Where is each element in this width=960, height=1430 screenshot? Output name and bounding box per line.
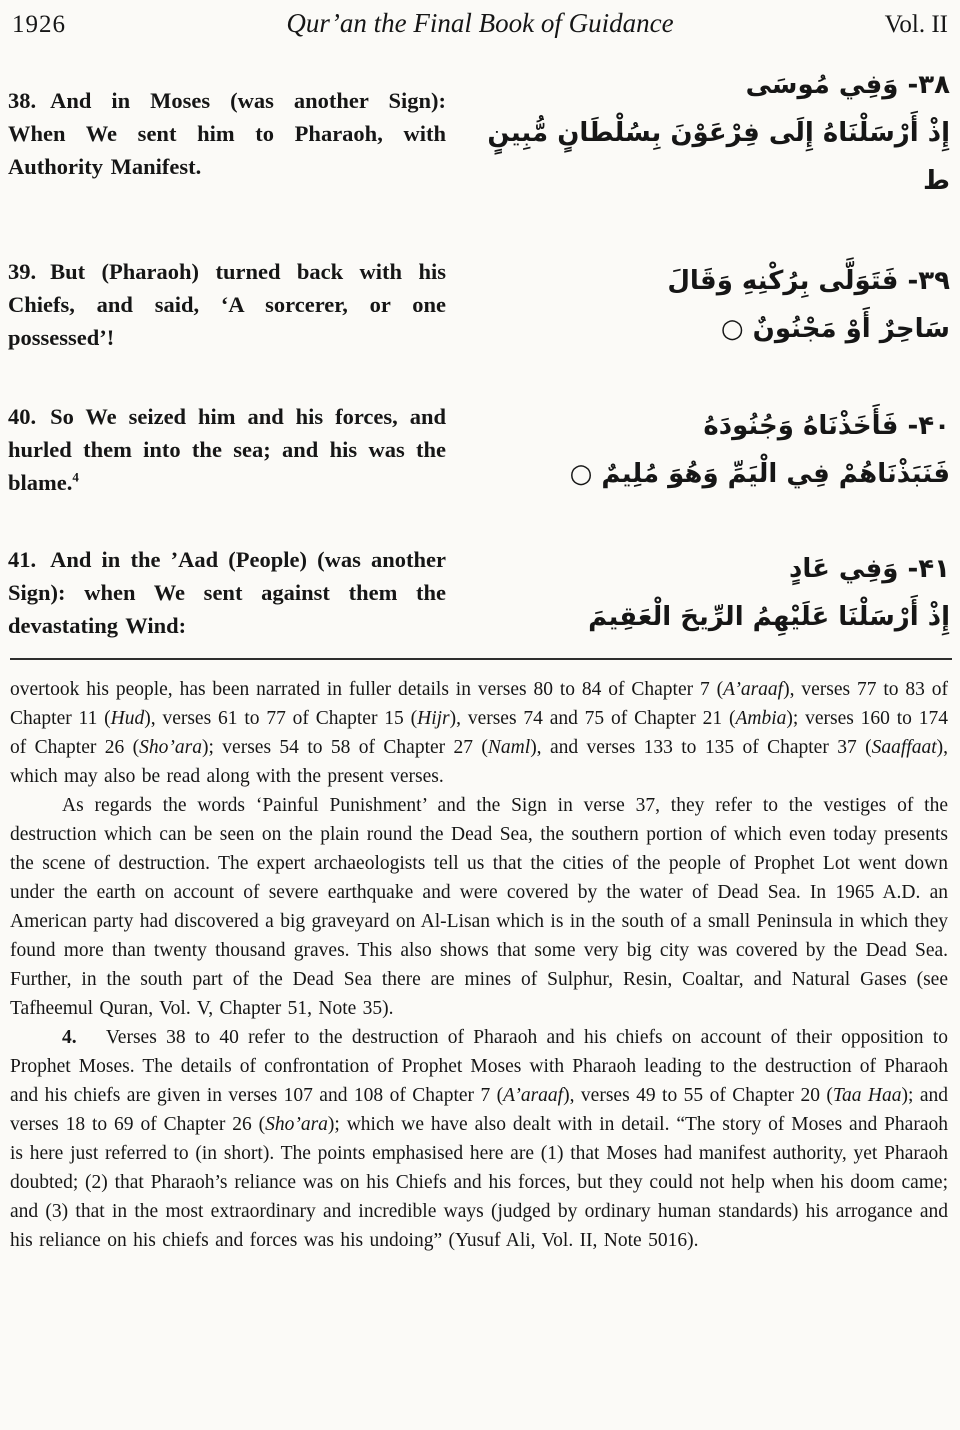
verse-text: So We seized him and his forces, and hurled them into the sea; and his was the blame. bbox=[8, 404, 446, 495]
arabic-line: ۴۰- فَأَخَذْنَاهُ وَجُنُودَهُ bbox=[703, 410, 950, 441]
verse-text: And in Moses (was another Sign): When We sent him to Pharaoh, with Authority Manifest. bbox=[8, 87, 446, 179]
arabic-line: سَاحِرٌ أَوْ مَجْنُونٌ ○ bbox=[720, 313, 950, 344]
verse-english-41 bbox=[8, 543, 446, 642]
verse-row-40 bbox=[8, 400, 950, 499]
arabic-line: فَنَبَذْنَاهُمْ فِي الْيَمِّ وَهُوَ مُلِيمٌ ○ bbox=[569, 458, 950, 489]
book-title: Qur’an the Final Book of Guidance bbox=[286, 8, 674, 38]
verse-arabic-41 bbox=[480, 545, 950, 641]
arabic-line: ۳۸- وَفِي مُوسَى bbox=[745, 70, 950, 100]
arabic-line: إِذْ أَرْسَلْنَا عَلَيْهِمُ الرِّيحَ الْعَقِيمَ bbox=[588, 601, 950, 632]
verse-english-40 bbox=[8, 400, 446, 499]
verse-english-39 bbox=[8, 255, 446, 354]
verse-arabic-38 bbox=[480, 61, 950, 205]
verse-row-39 bbox=[8, 255, 950, 354]
verse-number: 41. bbox=[8, 547, 37, 572]
verses-section bbox=[0, 61, 960, 642]
footnote-reference-marker: 4 bbox=[72, 469, 79, 485]
arabic-line: ۳۹- فَتَوَلَّى بِرُكْنِهِ وَقَالَ bbox=[667, 265, 950, 296]
volume-label: Vol. II bbox=[884, 11, 948, 38]
footnote-paragraph: 4. Verses 38 to 40 refer to the destruction of Pharaoh and his chiefs on account of their opposition to Prophet Moses. The details of confrontation of Prophet Moses with Pharaoh leading to the destruction of Pharaoh and his chiefs are given in verses 107 and 108 of Chapter 7 (A’araaf), verses 49 to 55 of Chapter 20 (Taa Haa); and verses 18 to 69 of Chapter 26 (Sho’ara); which we have also dealt with in detail. “The story of Moses and Pharaoh is here just referred to (in short). The points emphasised here are (1) that Moses had manifest authority, yet Pharaoh doubted; (2) that Pharaoh’s reliance was on his Chiefs and his forces, but they could not help when his doom came; and (3) that in the most extraordinary and incredible ways (judged by ordinary human standards) his arrogance and his reliance on his chiefs and forces was his undoing” (Yusuf Ali, Vol. II, Note 5016). bbox=[10, 1027, 949, 1251]
footnotes-section bbox=[0, 660, 960, 1255]
arabic-line: إِذْ أَرْسَلْنَاهُ إِلَى فِرْعَوْنَ بِسُلْطَانٍ مُّبِينٍ ط bbox=[487, 118, 950, 196]
footnote-paragraph: overtook his people, has been narrated in fuller details in verses 80 to 84 of Chapter 7 (A’araaf), verses 77 to 83 of Chapter 11 (Hud), verses 61 to 77 of Chapter 15 (Hijr), verses 74 and 75 of Chapter 21 (Ambia); verses 160 to 174 of Chapter 26 (Sho’ara); verses 54 to 58 of Chapter 27 (Naml), and verses 133 to 135 of Chapter 37 (Saaffaat), which may also be read along with the present verses. bbox=[10, 679, 949, 787]
page-header bbox=[0, 0, 960, 39]
verse-number: 40. bbox=[8, 404, 37, 429]
verse-number: 39. bbox=[8, 259, 37, 284]
verse-arabic-40 bbox=[480, 402, 950, 498]
page-number: 1926 bbox=[12, 11, 66, 38]
verse-english-38 bbox=[8, 84, 446, 183]
footnote-paragraph: As regards the words ‘Painful Punishment’ and the Sign in verse 37, they refer to the vestiges of the destruction which can be seen on the plain round the Dead Sea, the southern portion of which even today presents the scene of destruction. The expert archaeologists tell us that the cities of the people of Prophet Lot went down under the earth on account of severe earthquake and were covered by the water of Dead Sea. In 1965 A.D. an American party had discovered a big graveyard on Al-Lisan which is in the south of a small Peninsula in which they found more than twenty thousand graves. This also shows that some very big city was covered by the Dead Sea. Further, in the south part of the Dead Sea there are mines of Sulphur, Resin, Coaltar, and Natural Gases (see Tafheemul Quran, Vol. V, Chapter 51, Note 35). bbox=[10, 795, 948, 1019]
arabic-line: ۴۱- وَفِي عَادٍ bbox=[788, 553, 950, 584]
verse-arabic-39 bbox=[480, 257, 950, 353]
verse-number: 38. bbox=[8, 87, 37, 113]
verse-row-41 bbox=[8, 543, 950, 642]
verse-row-38 bbox=[8, 61, 950, 205]
verse-text: But (Pharaoh) turned back with his Chiefs, and said, ‘A sorcerer, or one possessed’! bbox=[8, 259, 446, 350]
verse-text: And in the ’Aad (People) (was another Sign): when We sent against them the devastating Wind: bbox=[8, 547, 446, 638]
